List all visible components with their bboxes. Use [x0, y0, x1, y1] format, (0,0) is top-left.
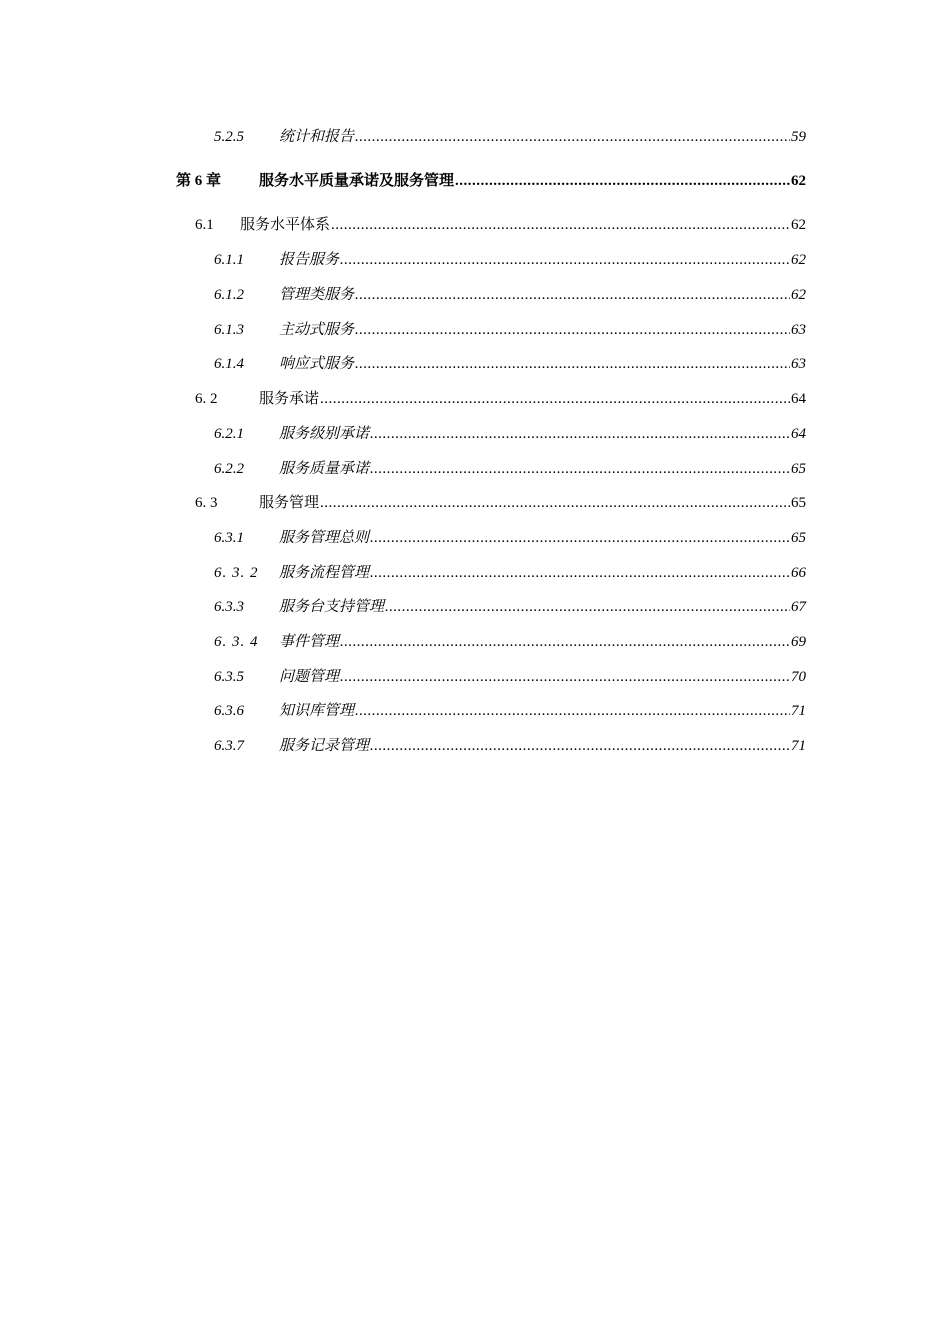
toc-title: 主动式服务 — [279, 322, 355, 338]
toc-link[interactable] — [176, 170, 806, 192]
toc-number: 6.1 — [195, 217, 214, 233]
dot-leader — [340, 249, 790, 271]
dot-leader — [320, 492, 790, 514]
toc-entry-6-3-3[interactable] — [214, 596, 806, 618]
toc-page-number: 63 — [791, 322, 806, 338]
toc-page-number: 64 — [791, 391, 806, 407]
toc-number: 6. 3. 2 — [214, 565, 259, 581]
toc-number: 6. 3 — [195, 495, 218, 511]
toc-entry-5-2-5[interactable] — [214, 126, 806, 148]
toc-entry-chapter-6[interactable] — [176, 170, 806, 192]
toc-number: 5.2.5 — [214, 129, 244, 145]
toc-link[interactable] — [214, 249, 806, 271]
dot-leader — [370, 527, 790, 549]
toc-title: 问题管理 — [279, 669, 340, 685]
toc-title: 服务水平质量承诺及服务管理 — [259, 173, 455, 189]
toc-number: 6.2.1 — [214, 426, 244, 442]
toc-entry-6-3-6[interactable] — [214, 700, 806, 722]
toc-entry-6-1-2[interactable] — [214, 284, 806, 306]
toc-page-number: 59 — [791, 129, 806, 145]
toc-number: 6.2.2 — [214, 461, 244, 477]
dot-leader — [355, 319, 790, 341]
toc-number: 6.3.5 — [214, 669, 244, 685]
toc-entry-6-3-1[interactable] — [214, 527, 806, 549]
dot-leader — [355, 353, 790, 375]
toc-page-number: 66 — [791, 565, 806, 581]
toc-entry-6-1[interactable] — [195, 214, 806, 236]
toc-number: 6.3.7 — [214, 738, 244, 754]
dot-leader — [370, 458, 790, 480]
toc-page-number: 64 — [791, 426, 806, 442]
toc-entry-6-3-5[interactable] — [214, 666, 806, 688]
toc-title: 服务质量承诺 — [279, 461, 370, 477]
toc-number: 第 6 章 — [176, 173, 222, 189]
toc-entry-6-3-7[interactable] — [214, 735, 806, 757]
toc-title: 服务水平体系 — [240, 217, 331, 233]
toc-entry-6-1-4[interactable] — [214, 353, 806, 375]
toc-title: 事件管理 — [279, 634, 340, 650]
toc-title: 管理类服务 — [279, 287, 355, 303]
dot-leader — [320, 388, 790, 410]
toc-number: 6.3.6 — [214, 703, 244, 719]
toc-number: 6.1.1 — [214, 252, 244, 268]
toc-page-number: 71 — [791, 738, 806, 754]
toc-link[interactable] — [214, 700, 806, 722]
toc-link[interactable] — [195, 388, 806, 410]
dot-leader — [355, 284, 790, 306]
toc-link[interactable] — [195, 492, 806, 514]
toc-page-number: 65 — [791, 461, 806, 477]
toc-page-number: 67 — [791, 599, 806, 615]
toc-title: 响应式服务 — [279, 356, 355, 372]
toc-entry-6-2-2[interactable] — [214, 458, 806, 480]
toc-link[interactable] — [214, 735, 806, 757]
dot-leader — [385, 596, 790, 618]
toc-title: 服务流程管理 — [279, 565, 370, 581]
toc-link[interactable] — [214, 319, 806, 341]
toc-link[interactable] — [195, 214, 806, 236]
toc-number: 6.1.4 — [214, 356, 244, 372]
dot-leader — [370, 423, 790, 445]
dot-leader — [370, 735, 790, 757]
dot-leader — [331, 214, 790, 236]
toc-link[interactable] — [214, 527, 806, 549]
toc-entry-6-3[interactable] — [195, 492, 806, 514]
toc-page-number: 62 — [791, 173, 806, 189]
toc-title: 报告服务 — [279, 252, 340, 268]
toc-title: 服务级别承诺 — [279, 426, 370, 442]
toc-number: 6. 2 — [195, 391, 218, 407]
dot-leader — [355, 126, 790, 148]
toc-page-number: 62 — [791, 252, 806, 268]
toc-link[interactable] — [214, 596, 806, 618]
toc-number: 6.1.3 — [214, 322, 244, 338]
toc-page-number: 65 — [791, 495, 806, 511]
toc-number: 6. 3. 4 — [214, 634, 259, 650]
toc-entry-6-1-3[interactable] — [214, 319, 806, 341]
toc-entry-6-3-2[interactable] — [214, 562, 806, 584]
dot-leader — [340, 631, 790, 653]
toc-link[interactable] — [214, 562, 806, 584]
toc-page-number: 62 — [791, 287, 806, 303]
toc-link[interactable] — [214, 126, 806, 148]
toc-number: 6.3.3 — [214, 599, 244, 615]
toc-title: 服务台支持管理 — [279, 599, 385, 615]
toc-link[interactable] — [214, 353, 806, 375]
toc-page-number: 62 — [791, 217, 806, 233]
toc-number: 6.3.1 — [214, 530, 244, 546]
dot-leader — [455, 170, 790, 192]
toc-link[interactable] — [214, 284, 806, 306]
toc-link[interactable] — [214, 631, 806, 653]
toc-title: 服务管理 — [259, 495, 320, 511]
toc-title: 知识库管理 — [279, 703, 355, 719]
toc-page-number: 63 — [791, 356, 806, 372]
dot-leader — [370, 562, 790, 584]
toc-title: 服务承诺 — [259, 391, 320, 407]
dot-leader — [355, 700, 790, 722]
toc-page-number: 71 — [791, 703, 806, 719]
toc-page-number: 70 — [791, 669, 806, 685]
dot-leader — [340, 666, 790, 688]
toc-title: 服务管理总则 — [279, 530, 370, 546]
toc-entry-6-2-1[interactable] — [214, 423, 806, 445]
toc-entry-6-1-1[interactable] — [214, 249, 806, 271]
toc-number: 6.1.2 — [214, 287, 244, 303]
toc-title: 统计和报告 — [279, 129, 355, 145]
toc-page-number: 69 — [791, 634, 806, 650]
toc-entry-6-2[interactable] — [195, 388, 806, 410]
toc-link[interactable] — [214, 423, 806, 445]
toc-link[interactable] — [214, 666, 806, 688]
toc-page-number: 65 — [791, 530, 806, 546]
toc-entry-6-3-4[interactable] — [214, 631, 806, 653]
toc-link[interactable] — [214, 458, 806, 480]
toc-title: 服务记录管理 — [279, 738, 370, 754]
